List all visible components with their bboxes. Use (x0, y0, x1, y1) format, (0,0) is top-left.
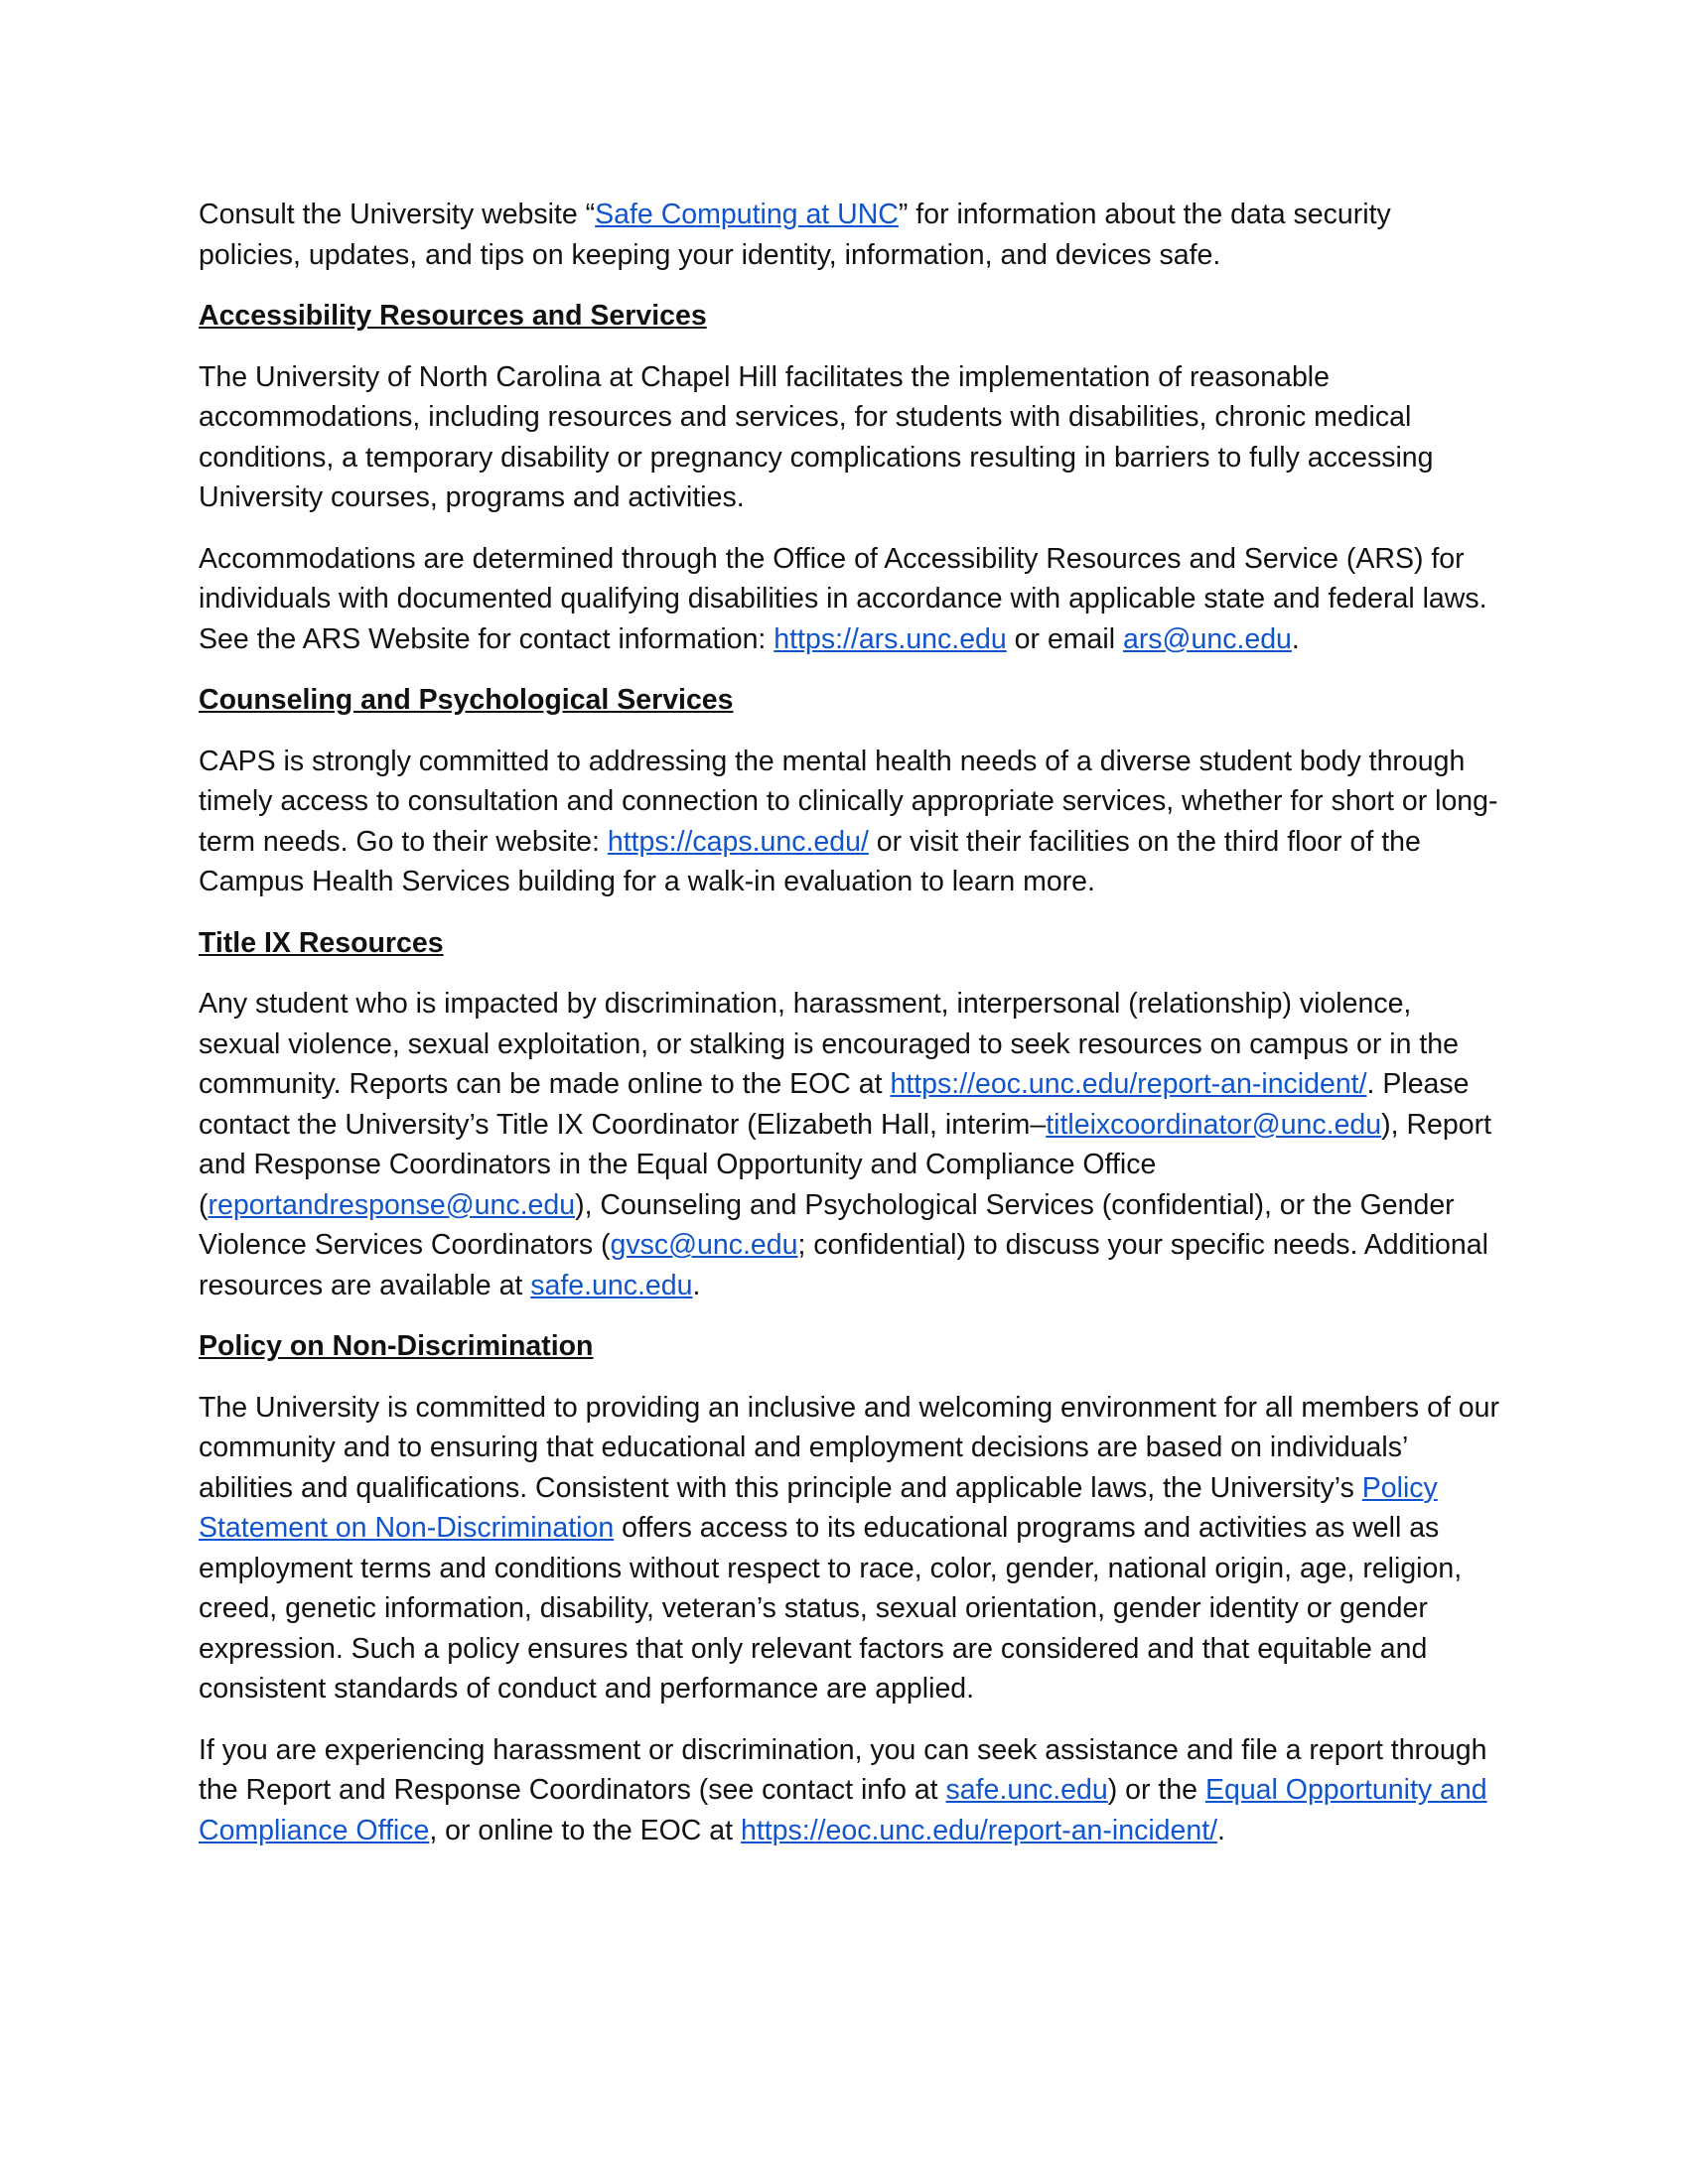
harassment-text-before: If you are experiencing harassment or discrimination, you can seek assistance and file a report through the Report and Response Coordinators (see contact info at (199, 1733, 1487, 1806)
intro-paragraph (199, 195, 1499, 275)
policy-statement-link[interactable]: Policy Statement on Non-Discrimination (199, 1471, 1438, 1544)
harassment-text-mid-2: , or online to the EOC at (429, 1814, 741, 1846)
nondiscrimination-text-after: offers access to its educational programs and activities as well as employment terms and conditions without respect to race, color, gender, national origin, age, religion, creed, genetic information, disability, veteran’s status, sexual orientation, gender identity or gender expression. Such a policy ensures that only relevant factors are considered and that equitable and consistent standards of conduct and performance are applied. (199, 1512, 1463, 1705)
counseling-text-after: or visit their facilities on the third floor of the Campus Health Services building for a walk-in evaluation to learn more. (199, 825, 1421, 897)
counseling-paragraph (199, 742, 1499, 902)
ars-email-link[interactable]: ars@unc.edu (1122, 622, 1292, 655)
safe-computing-link[interactable]: Safe Computing at UNC (595, 199, 899, 230)
counseling-text-before: CAPS is strongly committed to addressing the mental health needs of a diverse student body through timely access to consultation and connection to clinically appropriate services, whether for short or long-term needs. Go to their website: (199, 745, 1498, 858)
period-text: . (1291, 622, 1300, 655)
eoc-report-link[interactable]: https://eoc.unc.edu/report-an-incident/ (890, 1068, 1367, 1100)
titleix-email-link[interactable]: titleixcoordinator@unc.edu (1046, 1108, 1382, 1141)
safe-unc-link-2[interactable]: safe.unc.edu (945, 1774, 1108, 1806)
or-email-text: or email (1006, 622, 1123, 655)
title-ix-paragraph (199, 984, 1499, 1305)
ars-website-link[interactable]: https://ars.unc.edu (774, 622, 1007, 655)
intro-text-after: ” for information about the data security policies, updates, and tips on keeping your identity, information, and devices safe. (199, 199, 1391, 271)
title-ix-text-2: . Please contact the University’s Title IX Coordinator (Elizabeth Hall, interim– (199, 1068, 1470, 1141)
caps-website-link[interactable]: https://caps.unc.edu/ (607, 825, 869, 858)
nondiscrimination-paragraph-1 (199, 1388, 1499, 1709)
document-page (199, 195, 1499, 1871)
gvsc-email-link[interactable]: gvsc@unc.edu (610, 1229, 798, 1261)
accessibility-paragraph-2 (199, 539, 1499, 660)
counseling-heading: Counseling and Psychological Services (199, 684, 734, 716)
accessibility-paragraph-1: The University of North Carolina at Chapel Hill facilitates the implementation of reasonable accommodations, including resources and services, for students with disabilities, chronic medical conditions, a temporary disability or pregnancy complications resulting in barriers to fully accessing University courses, programs and activities. (199, 360, 1434, 513)
accessibility-heading: Accessibility Resources and Services (199, 300, 707, 332)
title-ix-text-6: . (692, 1269, 701, 1301)
accessibility-text: Accommodations are determined through the Office of Accessibility Resources and Service (ARS) for individuals with documented qualifying disabilities in accordance with applicable state and federal laws. See the ARS Website for contact information: (199, 542, 1487, 655)
report-response-email-link[interactable]: reportandresponse@unc.edu (208, 1188, 576, 1221)
harassment-text-mid: ) or the (1107, 1774, 1205, 1806)
title-ix-text-5: ; confidential) to discuss your specific needs. Additional resources are available at (199, 1229, 1488, 1301)
title-ix-text-1: Any student who is impacted by discrimination, harassment, interpersonal (relationship) violence, sexual violence, sexual exploitation, or stalking is encouraged to seek resources on campus or in the community. Reports can be made online to the EOC at (199, 988, 1459, 1100)
title-ix-heading: Title IX Resources (199, 926, 444, 959)
eoc-report-link-2[interactable]: https://eoc.unc.edu/report-an-incident/ (741, 1814, 1218, 1846)
safe-unc-link[interactable]: safe.unc.edu (530, 1269, 693, 1301)
nondiscrimination-heading: Policy on Non-Discrimination (199, 1330, 594, 1362)
harassment-text-end: . (1217, 1814, 1225, 1846)
intro-text-before: Consult the University website “ (199, 199, 596, 230)
nondiscrimination-text-before: The University is committed to providing an inclusive and welcoming environment for all members of our community and to ensuring that educational and employment decisions are based on individuals’ abilities and qualifications. Consistent with this principle and applicable laws, the University’s (199, 1391, 1499, 1504)
nondiscrimination-paragraph-2 (199, 1730, 1499, 1851)
eoc-office-link[interactable]: Equal Opportunity and Compliance Office (199, 1774, 1487, 1846)
title-ix-text-4: ), Counseling and Psychological Services (confidential), or the Gender Violence Services Coordinators ( (199, 1188, 1455, 1261)
title-ix-text-3: ), Report and Response Coordinators in the Equal Opportunity and Compliance Office ( (199, 1108, 1491, 1221)
